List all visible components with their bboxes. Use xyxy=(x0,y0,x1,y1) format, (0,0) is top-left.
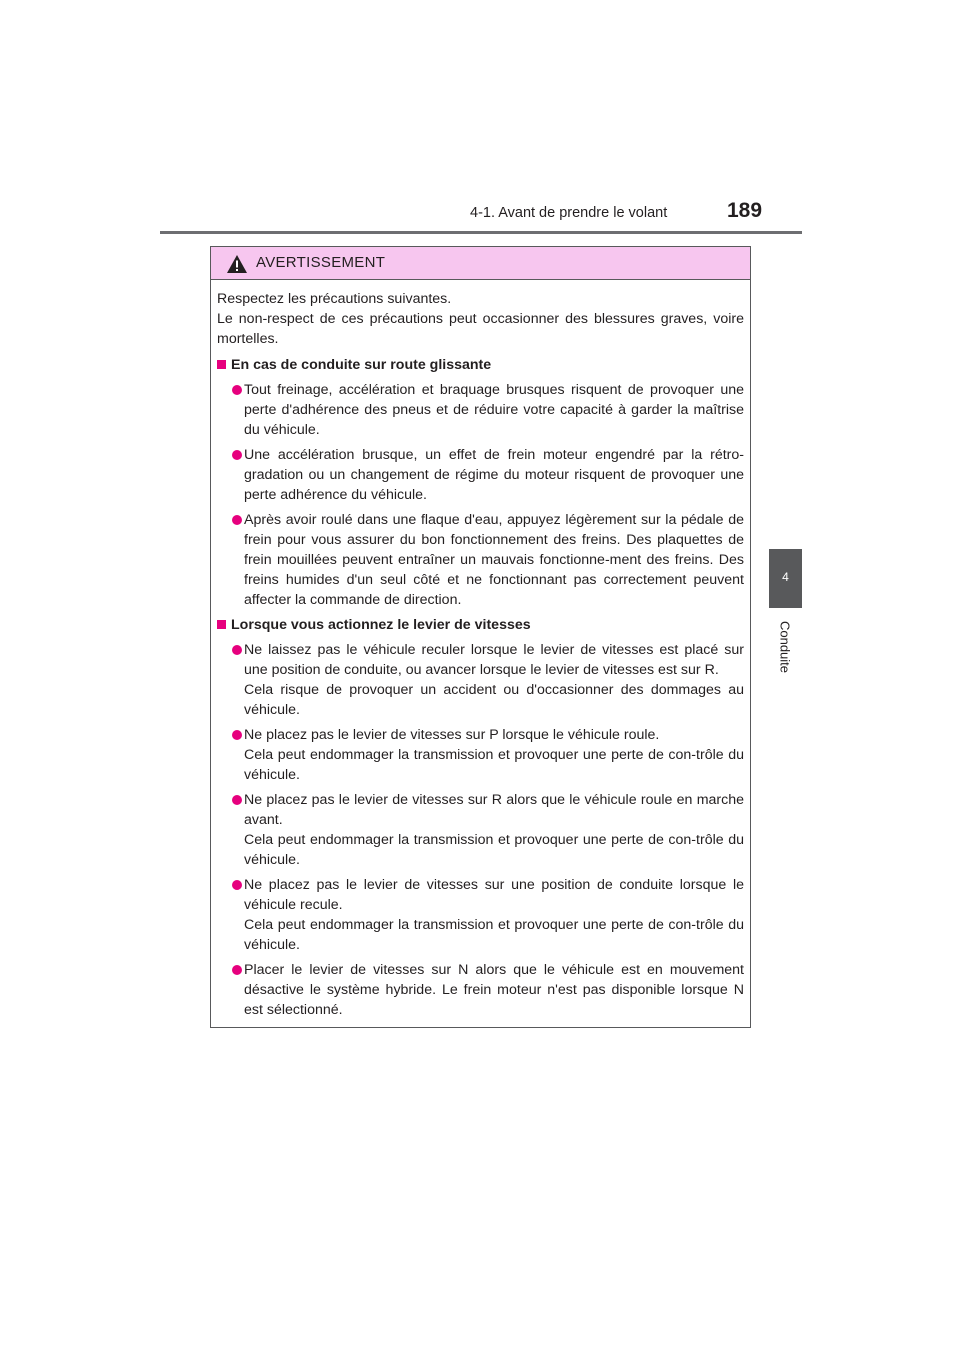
bullet-text: Placer le levier de vitesses sur N alors que le véhicule est en mouvement désactive le système hybride. Le frein moteur n'est pas disponible lorsque N est sélectionné. xyxy=(244,962,744,1018)
square-bullet-icon xyxy=(217,620,226,629)
bullet-item xyxy=(217,790,744,870)
bullet-text: Cela risque de provoquer un accident ou d'occasionner des dommages au véhicule. xyxy=(244,682,744,718)
circle-bullet-icon xyxy=(232,645,242,655)
bullet-item xyxy=(217,445,744,505)
page-number: 189 xyxy=(727,199,763,222)
bullet-text: Après avoir roulé dans une flaque d'eau, appuyez légèrement sur la pédale de frein pour vous assurer du bon fonctionnement des freins. Des plaquettes de frein mouillées peuvent entraîner un mauvais fonctionne-ment des freins. Des freins humides d'un seul côté et ne fonctionnant pas correctement peuvent affecter la commande de direction. xyxy=(244,512,744,608)
bullet-text: Ne placez pas le levier de vitesses sur P lorsque le véhicule roule. xyxy=(244,727,660,743)
section-heading xyxy=(217,355,744,375)
circle-bullet-icon xyxy=(232,515,242,525)
circle-bullet-icon xyxy=(232,730,242,740)
section-heading-text: En cas de conduite sur route glissante xyxy=(231,357,492,373)
bullet-item xyxy=(217,640,744,720)
circle-bullet-icon xyxy=(232,965,242,975)
bullet-text: Ne laissez pas le véhicule reculer lorsque le levier de vitesses est placé sur une position de conduite, ou avancer lorsque le levier de vitesses est sur R. xyxy=(244,642,744,678)
intro-line: Le non-respect de ces précautions peut occasionner des blessures graves, voire mortelles. xyxy=(217,311,744,347)
square-bullet-icon xyxy=(217,360,226,369)
section-title: 4-1. Avant de prendre le volant xyxy=(470,205,668,221)
section-heading-text: Lorsque vous actionnez le levier de vitesses xyxy=(231,617,531,633)
bullet-item xyxy=(217,380,744,440)
bullet-text: Tout freinage, accélération et braquage brusques risquent de provoquer une perte d'adhérence des pneus et de réduire votre capacité à garder la maîtrise du véhicule. xyxy=(244,382,744,438)
bullet-text: Cela peut endommager la transmission et provoquer une perte de con-trôle du véhicule. xyxy=(244,747,744,783)
warning-box xyxy=(210,246,751,1028)
warning-triangle-icon xyxy=(226,254,248,274)
chapter-number: 4 xyxy=(782,570,789,584)
circle-bullet-icon xyxy=(232,880,242,890)
chapter-label: Conduite xyxy=(777,620,793,674)
warning-title: AVERTISSEMENT xyxy=(256,254,386,271)
warning-section xyxy=(217,355,744,610)
bullet-text: Une accélération brusque, un effet de frein moteur engendré par la rétro-gradation ou un changement de régime du moteur risquent de provoquer une perte adhérence du véhicule. xyxy=(244,447,744,503)
chapter-label-container xyxy=(775,617,795,677)
bullet-text: Ne placez pas le levier de vitesses sur R alors que le véhicule roule en marche avant. xyxy=(244,792,744,828)
bullet-item xyxy=(217,875,744,955)
bullet-item xyxy=(217,510,744,610)
warning-content xyxy=(217,289,744,1025)
chapter-tab xyxy=(769,549,802,608)
section-heading xyxy=(217,615,744,635)
bullet-text: Ne placez pas le levier de vitesses sur une position de conduite lorsque le véhicule recule. xyxy=(244,877,744,913)
circle-bullet-icon xyxy=(232,450,242,460)
circle-bullet-icon xyxy=(232,385,242,395)
bullet-item xyxy=(217,960,744,1020)
circle-bullet-icon xyxy=(232,795,242,805)
warning-section xyxy=(217,615,744,1020)
bullet-text: Cela peut endommager la transmission et provoquer une perte de con-trôle du véhicule. xyxy=(244,832,744,868)
warning-intro xyxy=(217,289,744,349)
intro-line: Respectez les précautions suivantes. xyxy=(217,291,452,307)
bullet-text: Cela peut endommager la transmission et provoquer une perte de con-trôle du véhicule. xyxy=(244,917,744,953)
warning-header xyxy=(211,247,750,280)
header-divider xyxy=(160,231,802,234)
bullet-item xyxy=(217,725,744,785)
